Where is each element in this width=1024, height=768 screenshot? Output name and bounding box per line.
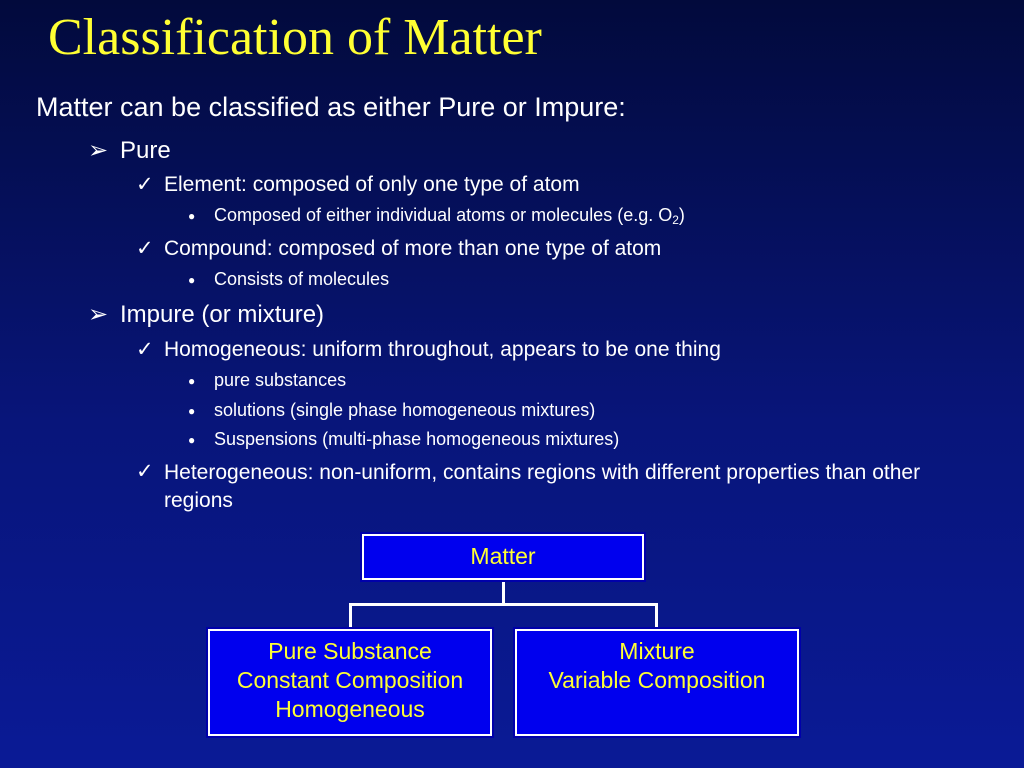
pure-substance-line-1: Pure Substance — [268, 638, 432, 664]
dot-compound-detail — [188, 269, 389, 290]
homo-3-text: Suspensions (multi-phase homogeneous mixtures) — [214, 429, 620, 449]
check-element — [136, 172, 580, 197]
dot-homo-2 — [188, 400, 595, 421]
element-detail-subscript: 2 — [672, 213, 679, 227]
pure-substance-line-3: Homogeneous — [275, 696, 425, 722]
mixture-box — [515, 629, 799, 736]
check-icon: ✓ — [136, 338, 154, 361]
arrow-bullet-icon: ➢ — [88, 137, 109, 164]
check-heterogeneous-label: Heterogeneous: non-uniform, contains regions with different properties than other regions — [164, 461, 921, 512]
mixture-line-1: Mixture — [619, 638, 695, 664]
check-element-label: Element: composed of only one type of atom — [164, 173, 580, 196]
matter-box — [362, 534, 644, 580]
dot-homo-1 — [188, 370, 346, 391]
mixture-line-2: Variable Composition — [548, 667, 766, 693]
compound-detail-text: Consists of molecules — [214, 269, 390, 289]
pure-substance-box — [208, 629, 492, 736]
dot-homo-3 — [188, 429, 619, 450]
check-heterogeneous — [136, 459, 984, 515]
check-compound — [136, 236, 661, 261]
check-homogeneous — [136, 337, 721, 362]
check-homogeneous-label: Homogeneous: uniform throughout, appears to be one thing — [164, 338, 721, 361]
matter-box-label: Matter — [470, 543, 536, 569]
homo-1-text: pure substances — [214, 370, 347, 390]
dot-bullet-icon: ● — [188, 433, 196, 448]
check-compound-label: Compound: composed of more than one type of atom — [164, 237, 662, 260]
branch-connector-line — [349, 603, 657, 606]
check-icon: ✓ — [136, 460, 154, 483]
dot-bullet-icon: ● — [188, 273, 196, 288]
dot-bullet-icon: ● — [188, 404, 196, 419]
arrow-bullet-icon: ➢ — [88, 301, 109, 328]
pure-substance-line-2: Constant Composition — [236, 667, 464, 693]
element-detail-text: Composed of either individual atoms or molecules (e.g. O — [214, 205, 673, 225]
dot-bullet-icon: ● — [188, 209, 196, 224]
dot-bullet-icon: ● — [188, 374, 196, 389]
left-connector-line — [349, 603, 352, 629]
bullet-impure — [88, 300, 324, 329]
root-connector-line — [502, 582, 505, 604]
dot-element-detail — [188, 205, 685, 227]
homo-2-text: solutions (single phase homogeneous mixtures) — [214, 400, 596, 420]
check-icon: ✓ — [136, 173, 154, 196]
bullet-impure-label: Impure (or mixture) — [120, 301, 325, 328]
intro-text: Matter can be classified as either Pure or Impure: — [36, 92, 626, 122]
check-icon: ✓ — [136, 237, 154, 260]
bullet-pure — [88, 136, 171, 165]
right-connector-line — [655, 603, 658, 629]
slide-title: Classification of Matter — [48, 9, 542, 66]
element-detail-close: ) — [678, 205, 685, 225]
bullet-pure-label: Pure — [120, 137, 171, 164]
